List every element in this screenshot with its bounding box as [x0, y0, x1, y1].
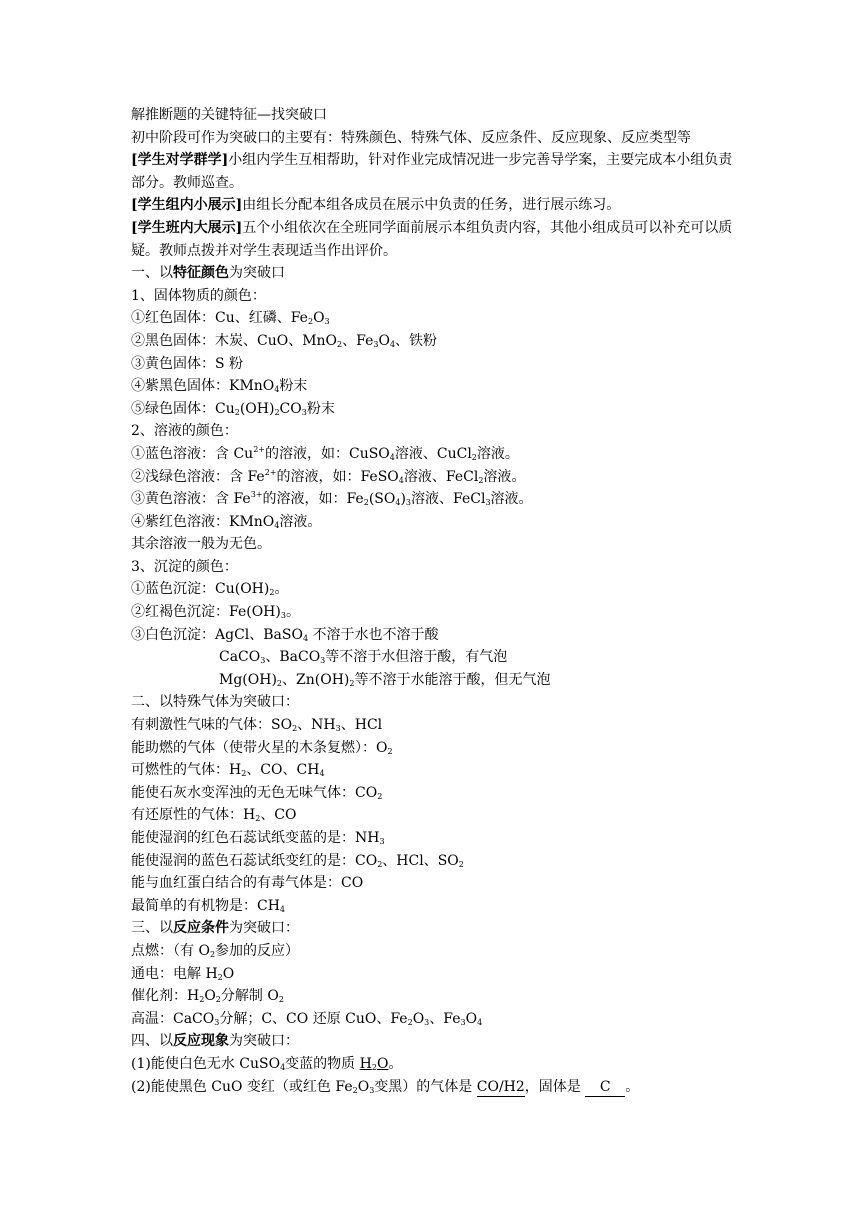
answer-blank: C: [585, 1079, 625, 1097]
list-item: 可燃性的气体：$H_2$、CO、$CH_4$: [131, 762, 325, 779]
section-heading-colors: 一、以特征颜色为突破口: [131, 265, 285, 282]
question-item: (2)能使黑色 CuO 变红（或红色 $Fe_2O_3$变黑）的气体是 CO/H2，固体是 C 。: [131, 1078, 640, 1095]
list-item: 能使湿润的红色石蕊试纸变蓝的是：$NH_3$: [131, 830, 385, 846]
intro-line: 初中阶段可作为突破口的主要有：特殊颜色、特殊气体、反应条件、反应现象、反应类型等: [131, 129, 691, 146]
list-item: ③黄色溶液：含 $Fe^{3+}$的溶液，如：$Fe_2(SO_4)_3$溶液、FeCl$_3$溶液。: [131, 490, 533, 508]
list-item: 点燃：（有 $O_2$参加的反应）: [131, 942, 300, 959]
section-heading-conditions: 三、以反应条件为突破口：: [131, 920, 299, 937]
tag-group-study: [学生对学群学]: [131, 152, 229, 169]
doc-title: 解推断题的关键特征—找突破口: [131, 107, 327, 123]
list-item: ⑤绿色固体：$Cu_2(OH)_2CO_3$粉末: [131, 400, 335, 417]
list-item: $Mg(OH)_2$、$Zn(OH)_2$等不溶于水能溶于酸，但无气泡: [219, 671, 551, 688]
list-item: 能助燃的气体（使带火星的木条复燃）：$O_2$: [131, 739, 393, 756]
list-item: ④紫黑色固体：KMnO$_4$粉末: [131, 378, 308, 395]
document-body: [131, 104, 741, 1098]
list-item: 有刺激性气味的气体：$SO_2$、$NH_3$、HCl: [131, 717, 383, 734]
subheading-solid-colors: 1、固体物质的颜色：: [131, 287, 266, 304]
list-item: 有还原性的气体：$H_2$、CO: [131, 807, 297, 824]
paragraph-group-study: [131, 149, 741, 194]
keyword: 特征颜色: [173, 265, 229, 282]
answer-blank: $H_2O$: [359, 1055, 389, 1072]
list-item: CaCO$_3$、BaCO$_3$等不溶于水但溶于酸，有气泡: [219, 649, 508, 666]
keyword: 反应条件: [173, 920, 229, 937]
list-item: ②浅绿色溶液：含 $Fe^{2+}$的溶液，如：FeSO$_4$溶液、FeCl$_2$溶液。: [131, 467, 526, 485]
list-item: 最简单的有机物是：$CH_4$: [131, 897, 286, 914]
question-item: (1)能使白色无水 CuSO$_4$变蓝的物质 $H_2O$。: [131, 1055, 403, 1072]
answer-blank: CO/H2: [476, 1078, 525, 1095]
list-item: 能使石灰水变浑浊的无色无味气体：$CO_2$: [131, 784, 383, 801]
paragraph-text: 小组内学生互相帮助，针对作业完成情况进一步完善导学案，主要完成本小组负责部分。教师巡查。: [131, 152, 733, 191]
list-item: ①蓝色溶液：含 $Cu^{2+}$的溶液，如：CuSO$_4$溶液、CuCl$_2$溶液。: [131, 444, 519, 462]
list-item: ③白色沉淀：AgCl、BaSO$_4$ 不溶于水也不溶于酸: [131, 626, 439, 643]
list-item: ④紫红色溶液：KMnO$_4$溶液。: [131, 513, 322, 530]
list-item: 能使湿润的蓝色石蕊试纸变红的是：$CO_2$、HCl、$SO_2$: [131, 852, 464, 869]
section-heading-phenomena: 四、以反应现象为突破口：: [131, 1033, 299, 1050]
note-line: 其余溶液一般为无色。: [131, 536, 271, 553]
keyword: 反应现象: [173, 1033, 229, 1050]
list-item: ②黑色固体：木炭、CuO、MnO$_2$、$Fe_3O_4$、铁粉: [131, 332, 438, 349]
section-heading-gases: 二、以特殊气体为突破口：: [131, 694, 299, 711]
list-item: 高温：CaCO$_3$分解；C、CO 还原 CuO、$Fe_2O_3$、$Fe_3O_4$: [131, 1010, 483, 1027]
list-item: 通电：电解 $H_2O$: [131, 965, 235, 982]
tag-group-show: [学生组内小展示]: [131, 197, 243, 214]
paragraph-group-show: [131, 194, 741, 217]
list-item: 催化剂：$H_2O_2$分解制 $O_2$: [131, 988, 284, 1005]
list-item: 能与血红蛋白结合的有毒气体是：CO: [131, 875, 364, 892]
list-item: ①蓝色沉淀：$Cu(OH)_2$。: [131, 581, 289, 598]
subheading-solution-colors: 2、溶液的颜色：: [131, 423, 238, 440]
subheading-precipitate-colors: 3、沉淀的颜色：: [131, 558, 238, 575]
list-item: ③黄色固体：S 粉: [131, 355, 244, 372]
paragraph-class-show: [131, 217, 741, 262]
list-item: ②红褐色沉淀：$Fe(OH)_3$。: [131, 604, 300, 621]
paragraph-text: 五个小组依次在全班同学面前展示本组负责内容，其他小组成员可以补充可以质疑。教师点拨并对学生表现适当作出评价。: [131, 219, 733, 259]
list-item: ①红色固体：Cu、红磷、$Fe_2O_3$: [131, 310, 330, 327]
paragraph-text: 由组长分配本组各成员在展示中负责的任务，进行展示练习。: [242, 197, 621, 214]
tag-class-show: [学生班内大展示]: [131, 219, 243, 236]
